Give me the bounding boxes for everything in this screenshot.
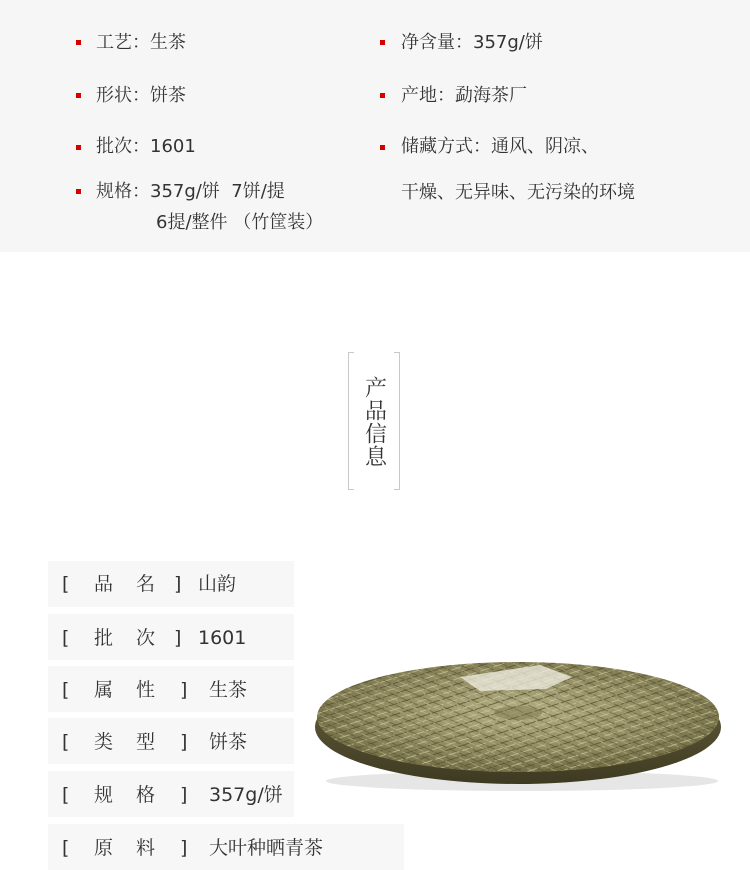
bracket-open: [ <box>62 837 70 859</box>
bracket-close: ] <box>174 627 182 649</box>
info-value: 1601 <box>198 627 247 649</box>
info-key-char: 型 <box>136 731 156 753</box>
info-key-char: 品 <box>94 573 114 595</box>
spec-size-line1: 规格：357g/饼 7饼/提 <box>96 181 285 202</box>
spec-origin: 产地：勐海茶厂 <box>401 85 527 106</box>
bracket-open: [ <box>62 679 70 701</box>
bullet-icon <box>76 189 81 194</box>
bracket-open: [ <box>62 784 70 806</box>
spec-process: 工艺：生茶 <box>96 32 186 53</box>
info-value: 饼茶 <box>209 731 248 753</box>
bullet-icon <box>76 40 81 45</box>
bullet-icon <box>76 93 81 98</box>
spec-storage-line2: 干燥、无异味、无污染的环境 <box>401 182 635 203</box>
info-value: 山韵 <box>198 573 237 595</box>
info-key-char: 规 <box>94 784 114 806</box>
bracket-close: ] <box>180 679 188 701</box>
bullet-icon <box>380 40 385 45</box>
info-key-char: 类 <box>94 731 114 753</box>
spec-batch: 批次：1601 <box>96 136 196 157</box>
bracket-close: ] <box>174 573 182 595</box>
info-value: 357g/饼 <box>209 784 283 806</box>
info-key-char: 格 <box>136 784 156 806</box>
info-key-char: 属 <box>94 679 114 701</box>
info-row-spec <box>62 780 292 810</box>
info-row-type <box>62 727 292 757</box>
bullet-icon <box>76 145 81 150</box>
bracket-close: ] <box>180 731 188 753</box>
info-key-char: 性 <box>136 679 156 701</box>
info-row-batch <box>62 623 292 653</box>
info-row-material <box>62 833 382 863</box>
info-key-char: 次 <box>136 627 156 649</box>
bracket-close: ] <box>180 837 188 859</box>
spec-panel <box>0 0 750 252</box>
bullet-icon <box>380 145 385 150</box>
tea-cake-image <box>310 655 726 795</box>
bracket-open: [ <box>62 573 70 595</box>
spec-shape: 形状：饼茶 <box>96 85 186 106</box>
section-title <box>348 352 400 490</box>
bracket-open: [ <box>62 731 70 753</box>
info-row-name <box>62 569 292 599</box>
info-key-char: 批 <box>94 627 114 649</box>
info-key-char: 名 <box>136 573 156 595</box>
info-value: 生茶 <box>209 679 248 701</box>
info-key-char: 料 <box>136 837 156 859</box>
info-key-char: 原 <box>94 837 114 859</box>
spec-size-line2: 6提/整件 （竹筐装） <box>156 212 324 233</box>
info-value: 大叶种晒青茶 <box>209 837 324 859</box>
bracket-close: ] <box>180 784 188 806</box>
spec-storage-line1: 储藏方式：通风、阴凉、 <box>401 136 599 157</box>
bracket-open: [ <box>62 627 70 649</box>
section-title-text: 产品信息 <box>361 376 387 468</box>
info-row-attribute <box>62 675 292 705</box>
spec-net-weight: 净含量：357g/饼 <box>401 32 543 53</box>
bullet-icon <box>380 93 385 98</box>
